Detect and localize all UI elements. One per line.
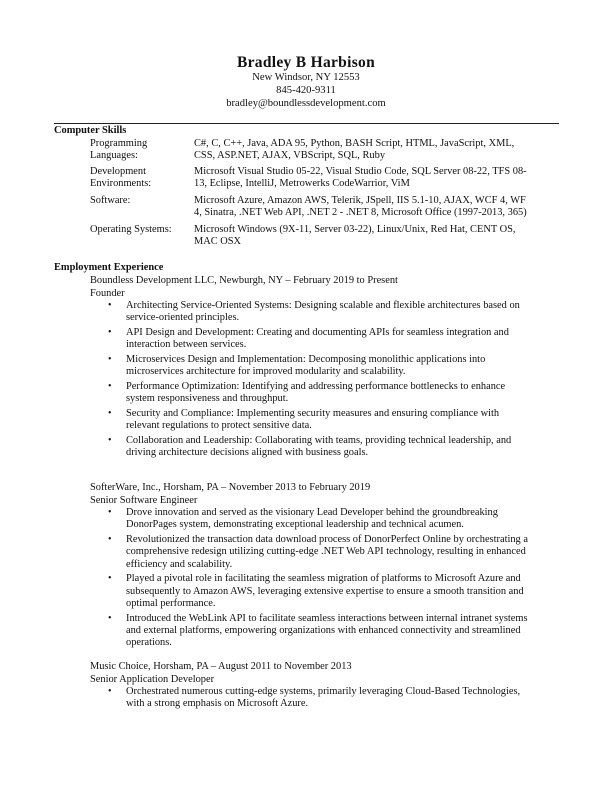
skill-value-line: Microsoft Visual Studio 05-22, Visual Studio Code, SQL Server 08-22, TFS 08- bbox=[194, 166, 527, 177]
list-item: • Revolutionized the transaction data download process of DonorPerfect Online by orchestrating a comprehensive redesign utilizing cutting-edge .NET Web API technology, resulting in enhanced efficiency and scalability. bbox=[108, 533, 528, 570]
bullet-icon: • bbox=[108, 434, 112, 446]
list-item: • Orchestrated numerous cutting-edge systems, primarily leveraging Cloud-Based Technologies, with a strong emphasis on Microsoft Azure. bbox=[108, 686, 521, 710]
bullet-icon: • bbox=[108, 507, 112, 518]
job-title: Senior Application Developer bbox=[90, 674, 215, 685]
list-item: • Performance Optimization: Identifying and addressing performance bottlenecks to enhance system responsiveness and throughput. bbox=[108, 380, 506, 405]
list-item: • Played a pivotal role in facilitating the seamless migration of platforms to Microsoft Azure and subsequently to Amazon AWS, leveraging extensive expertise to ensure a smooth transition and optimal performance. bbox=[108, 573, 524, 609]
skill-value-line: Microsoft Windows (9X-11, Server 03-22), Linux/Unix, Red Hat, CENT OS, bbox=[194, 224, 516, 235]
skill-value-line: CSS, ASP.NET, AJAX, VBScript, SQL, Ruby bbox=[194, 150, 386, 162]
skill-label-line: Software: bbox=[90, 195, 131, 206]
list-item: • Architecting Service-Oriented Systems: Designing scalable and flexible architectures based on service-oriented principles. bbox=[108, 300, 520, 324]
job-title: Senior Software Engineer bbox=[90, 495, 198, 506]
bullet-icon: • bbox=[108, 380, 112, 392]
job-bullet-list bbox=[108, 686, 558, 713]
skill-label-programming bbox=[90, 138, 190, 163]
skill-label-line: Programming bbox=[90, 138, 148, 149]
contact-email: bradley@boundlessdevelopment.com bbox=[226, 98, 386, 109]
list-item: • API Design and Development: Creating and documenting APIs for seamless integration and interaction between services. bbox=[108, 326, 509, 351]
list-item: • Microservices Design and Implementation: Decomposing monolithic applications into microservices architecture for improved modularity and scalability. bbox=[108, 353, 486, 378]
skill-value-development bbox=[194, 166, 556, 191]
skill-label-line: Operating Systems: bbox=[90, 224, 172, 235]
contact-phone: 845-420-9311 bbox=[276, 85, 336, 96]
skill-label-software bbox=[90, 195, 190, 207]
skill-value-line: Microsoft Azure, Amazon AWS, Telerik, JSpell, IIS 5.1-10, AJAX, WCF 4, WF bbox=[194, 195, 526, 206]
bullet-icon: • bbox=[108, 686, 112, 697]
bullet-icon: • bbox=[108, 300, 112, 311]
list-item: • Collaboration and Leadership: Collaborating with teams, providing technical leadership, and driving architecture decisions aligned with business goals. bbox=[108, 434, 512, 459]
skill-value-programming bbox=[194, 138, 556, 163]
skill-value-software bbox=[194, 195, 556, 220]
experience-heading: Employment Experience bbox=[54, 262, 164, 273]
contact-address: New Windsor, NY 12553 bbox=[252, 72, 360, 83]
resume-name: Bradley B Harbison bbox=[236, 54, 376, 71]
bullet-icon: • bbox=[108, 407, 112, 419]
skill-label-os bbox=[90, 224, 190, 236]
bullet-icon: • bbox=[108, 573, 112, 585]
job-bullet-list bbox=[108, 507, 558, 652]
header-divider bbox=[54, 123, 559, 124]
bullet-icon: • bbox=[108, 533, 112, 545]
skill-value-line: 4, Sinatra, .NET Web API, .NET 2 - .NET 8, Microsoft Office (1997-2013, 365) bbox=[194, 207, 527, 219]
skill-label-line: Environments: bbox=[90, 178, 152, 190]
skill-value-line: 13, Eclipse, IntelliJ, Metrowerks CodeWarrior, ViM bbox=[194, 178, 410, 190]
skills-heading: Computer Skills bbox=[54, 125, 127, 136]
list-item: • Drove innovation and served as the visionary Lead Developer behind the groundbreaking DonorPages system, demonstrating exceptional leadership and technical acumen. bbox=[108, 507, 498, 531]
bullet-icon: • bbox=[108, 326, 112, 338]
skill-value-line: C#, C, C++, Java, ADA 95, Python, BASH Script, HTML, JavaScript, XML, bbox=[194, 138, 515, 149]
bullet-icon: • bbox=[108, 612, 112, 624]
skill-value-line: MAC OSX bbox=[194, 236, 242, 248]
skill-label-line: Languages: bbox=[90, 150, 138, 162]
job-company-line: Boundless Development LLC, Newburgh, NY – February 2019 to Present bbox=[90, 275, 398, 286]
job-title: Founder bbox=[90, 288, 125, 299]
skill-label-development bbox=[90, 166, 190, 191]
skill-label-line: Development bbox=[90, 166, 146, 177]
bullet-icon: • bbox=[108, 353, 112, 365]
list-item: • Security and Compliance: Implementing security measures and ensuring compliance with relevant regulations to protect sensitive data. bbox=[108, 407, 500, 432]
job-company-line: Music Choice, Horsham, PA – August 2011 to November 2013 bbox=[90, 661, 352, 672]
skill-value-os bbox=[194, 224, 556, 249]
job-bullet-list bbox=[108, 300, 558, 462]
list-item: • Introduced the WebLink API to facilitate seamless interactions between internal intranet systems and external platforms, empowering organizations with enhanced connectivity and streamlined operations. bbox=[108, 612, 528, 649]
job-company-line: SofterWare, Inc., Horsham, PA – November 2013 to February 2019 bbox=[90, 482, 371, 493]
